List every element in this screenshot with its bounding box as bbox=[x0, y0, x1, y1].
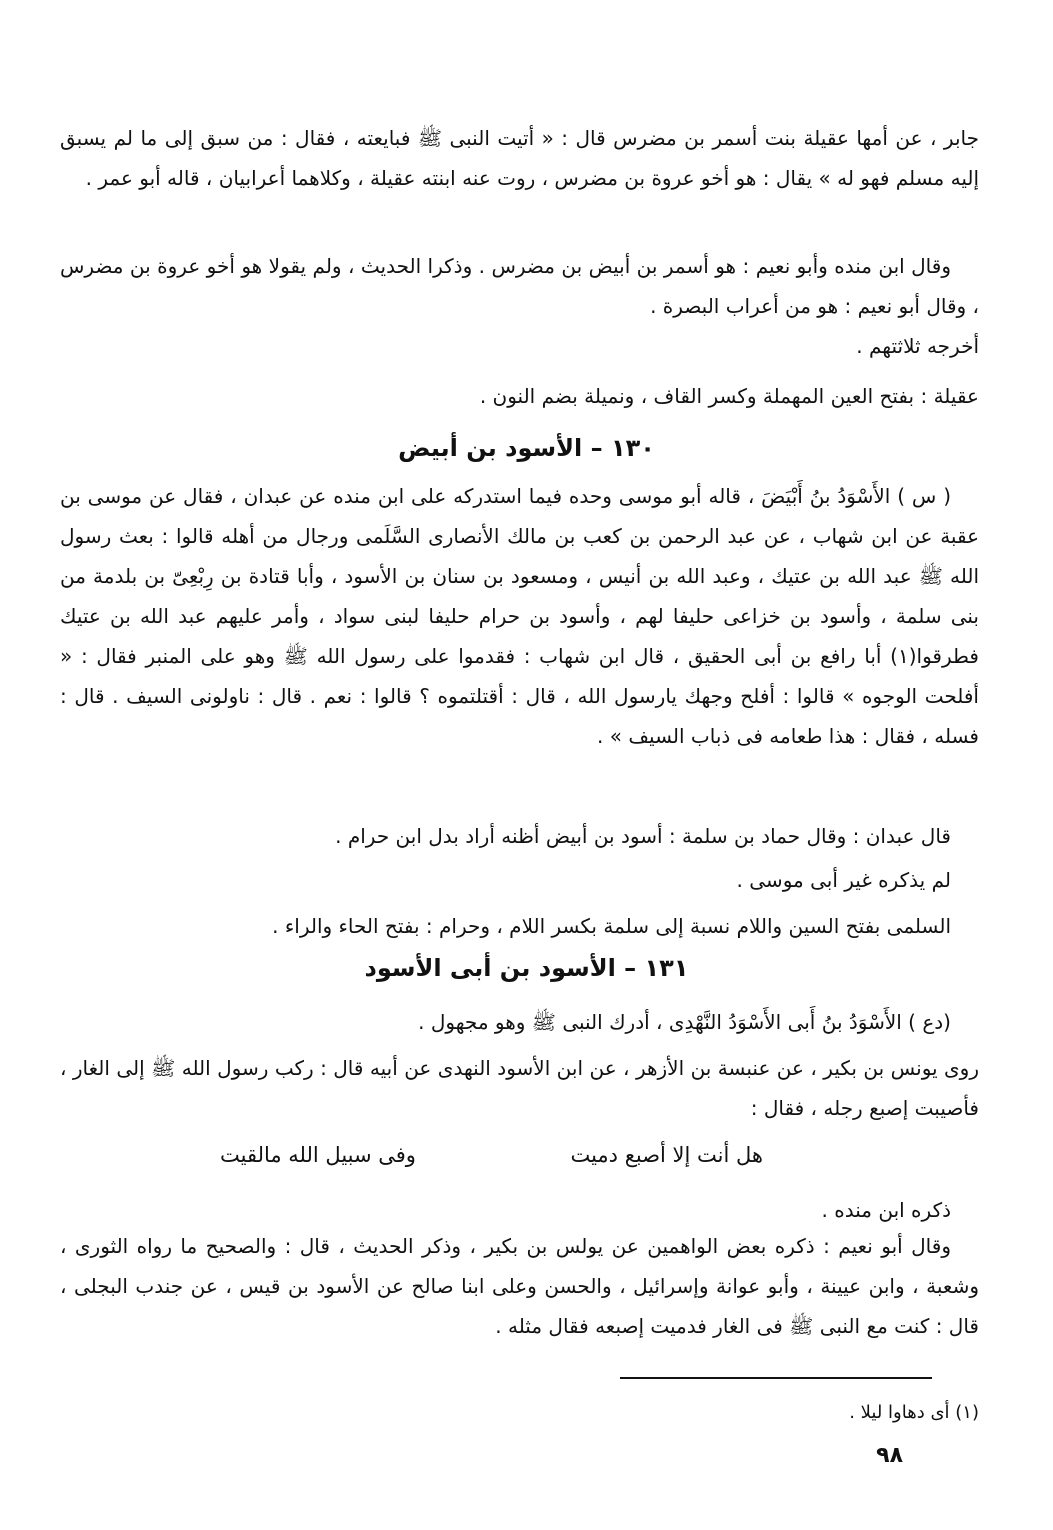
entry-131-paragraph-3: ذكره ابن منده . bbox=[821, 1198, 951, 1222]
footnote-divider bbox=[620, 1377, 932, 1379]
entry-131-paragraph-2: روى يونس بن بكير ، عن عنبسة بن الأزهر ، عن ابن الأسود النهدى عن أبيه قال : ركب رسول الله ﷺ إلى الغار ، فأصيبت إصبع رجله ، فقال : bbox=[60, 1056, 979, 1120]
entry-131-body: (دع ) الأَسْوَدُ بنُ أَبى الأَسْوَدُ النَّهْدِى ، أدرك النبى ﷺ وهو مجهول . bbox=[418, 1010, 951, 1034]
entry-130-note-2: لم يذكره غير أبى موسى . bbox=[736, 868, 951, 892]
poem-verse bbox=[220, 1135, 763, 1175]
entry-130-heading: ١٣٠ – الأسود بن أبيض bbox=[398, 434, 655, 462]
intro-paragraph-3: أخرجه ثلاثتهم . bbox=[856, 334, 979, 358]
entry-131-heading: ١٣١ – الأسود بن أبى الأسود bbox=[364, 954, 689, 982]
footnote: (١) أى دهاوا ليلا . bbox=[849, 1402, 979, 1423]
intro-paragraph-4: عقيلة : بفتح العين المهملة وكسر القاف ، ونميلة بضم النون . bbox=[479, 384, 979, 408]
page-number: ٩٨ bbox=[876, 1443, 903, 1468]
intro-paragraph-1: جابر ، عن أمها عقيلة بنت أسمر بن مضرس قال : « أتيت النبى ﷺ فبايعته ، فقال : من سبق إلى ما لم يسبق إليه مسلم فهو له » يقال : هو أخو عروة بن مضرس ، روت عنه ابنته عقيلة ، وكلاهما أعرابيان ، قاله أبو عمر . bbox=[60, 126, 979, 190]
entry-131-paragraph-4: وقال أبو نعيم : ذكره بعض الواهمين عن يولس بن بكير ، وذكر الحديث ، قال : والصحيح ما رواه الثورى ، وشعبة ، وابن عيينة ، وأبو عوانة وإسرائيل ، والحسن وعلى ابنا صالح عن الأسود بن قيس ، عن جندب البجلى ، قال : كنت مع النبى ﷺ فى الغار فدميت إصبعه فقال مثله . bbox=[60, 1234, 979, 1338]
entry-130-note-3: السلمى بفتح السين واللام نسبة إلى سلمة بكسر اللام ، وحرام : بفتح الحاء والراء . bbox=[272, 914, 951, 938]
entry-130-body: ( س ) الأَسْوَدُ بنُ أَبْيَضَ ، قاله أبو موسى وحده فيما استدركه على ابن منده عن عبدان ، فقال عن موسى بن عقبة عن ابن شهاب ، عن عبد الرحمن بن كعب بن مالك الأنصارى السَّلَمى ورجال من أهله قالوا : بعث رسول الله ﷺ عبد الله بن عتيك ، وعبد الله بن أنيس ، ومسعود بن سنان بن الأسود ، وأبا قتادة بن رِبْعِىّ بن بلدمة من بنى سلمة ، وأسود بن خزاعى حليفا لهم ، وأسود بن حرام حليفا لبنى سواد ، وأمر عليهم عبد الله بن عتيك فطرقوا(١) أبا رافع بن أبى الحقيق ، قال ابن شهاب : فقدموا على رسول الله ﷺ وهو على المنبر فقال : « أفلحت الوجوه » قالوا : أفلح وجهك يارسول الله ، قال : أقتلتموه ؟ قالوا : نعم . قال : ناولونى السيف . قال : فسله ، فقال : هذا طعامه فى ذباب السيف » . bbox=[60, 484, 979, 748]
entry-130-note-1: قال عبدان : وقال حماد بن سلمة : أسود بن أبيض أظنه أراد بدل ابن حرام . bbox=[335, 824, 951, 848]
poem-first-hemistich: هل أنت إلا أصبع دميت bbox=[570, 1143, 763, 1167]
poem-second-hemistich: وفى سبيل الله مالقيت bbox=[220, 1143, 416, 1167]
intro-paragraph-2: وقال ابن منده وأبو نعيم : هو أسمر بن أبيض بن مضرس . وذكرا الحديث ، ولم يقولا هو أخو عروة بن مضرس ، وقال أبو نعيم : هو من أعراب البصرة . bbox=[60, 254, 979, 318]
